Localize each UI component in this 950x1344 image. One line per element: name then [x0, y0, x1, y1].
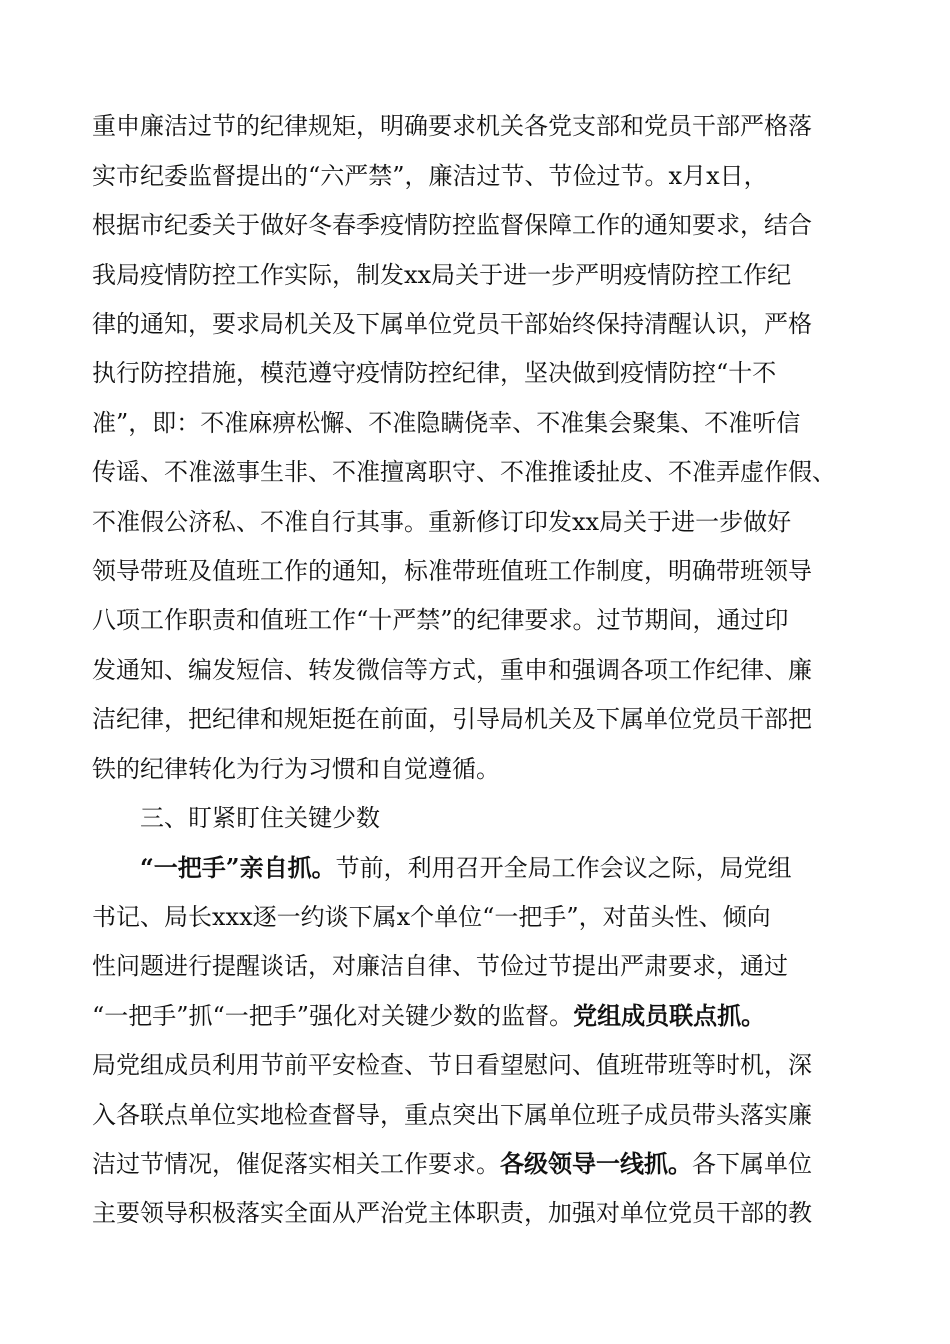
text-line: 八项工作职责和值班工作“十严禁”的纪律要求。过节期间，通过印 — [92, 606, 789, 634]
text-line — [140, 852, 920, 884]
text-run: 洁过节情况，催促落实相关工作要求。 — [92, 1150, 500, 1178]
text-line: 书记、局长xxx逐一约谈下属x个单位“一把手”，对苗头性、倾向 — [92, 903, 771, 931]
text-line: 实市纪委监督提出的“六严禁”，廉洁过节、节俭过节。x月x日， — [92, 162, 768, 190]
text-run: “一把手”抓“一把手”强化对关键少数的监督。 — [92, 1002, 574, 1030]
text-line: 准”，即：不准麻痹松懈、不准隐瞒侥幸、不准集会聚集、不准听信 — [92, 409, 801, 437]
text-run: 各下属单位 — [692, 1150, 812, 1178]
text-line: 入各联点单位实地检查督导，重点突出下属单位班子成员带头落实廉 — [92, 1101, 812, 1129]
text-line: 执行防控措施，模范遵守疫情防控纪律，坚决做到疫情防控“十不 — [92, 359, 777, 387]
text-line: 领导带班及值班工作的通知，标准带班值班工作制度，明确带班领导 — [92, 557, 812, 585]
text-line: 不准假公济私、不准自行其事。重新修订印发xx局关于进一步做好 — [92, 508, 792, 536]
text-line: 局党组成员利用节前平安检查、节日看望慰问、值班带班等时机，深 — [92, 1051, 812, 1079]
text-line: 洁纪律，把纪律和规矩挺在前面，引导局机关及下属单位党员干部把 — [92, 705, 812, 733]
text-line: 我局疫情防控工作实际，制发xx局关于进一步严明疫情防控工作纪 — [92, 261, 792, 289]
text-line — [92, 1148, 872, 1180]
text-line: 律的通知，要求局机关及下属单位党员干部始终保持清醒认识，严格 — [92, 310, 812, 338]
text-line: 重申廉洁过节的纪律规矩，明确要求机关各党支部和党员干部严格落 — [92, 112, 812, 140]
section-heading: 三、盯紧盯住关键少数 — [140, 804, 380, 832]
text-line: 性问题进行提醒谈话，对廉洁自律、节俭过节提出严肃要求，通过 — [92, 952, 788, 980]
text-line: 发通知、编发短信、转发微信等方式，重申和强调各项工作纪律、廉 — [92, 656, 812, 684]
text-line: 铁的纪律转化为行为习惯和自觉遵循。 — [92, 755, 500, 783]
text-line: 传谣、不准滋事生非、不准擅离职守、不准推诿扯皮、不准弄虚作假、 — [92, 458, 836, 486]
text-line — [92, 1000, 872, 1032]
bold-lead: 党组成员联点抓。 — [573, 1001, 766, 1030]
text-run: 节前，利用召开全局工作会议之际，局党组 — [335, 854, 792, 882]
text-line: 根据市纪委关于做好冬春季疫情防控监督保障工作的通知要求，结合 — [92, 211, 812, 239]
bold-lead: 各级领导一线抓。 — [500, 1149, 692, 1178]
bold-lead: “一把手”亲自抓。 — [140, 853, 336, 882]
text-line: 主要领导积极落实全面从严治党主体职责，加强对单位党员干部的教 — [92, 1199, 812, 1227]
